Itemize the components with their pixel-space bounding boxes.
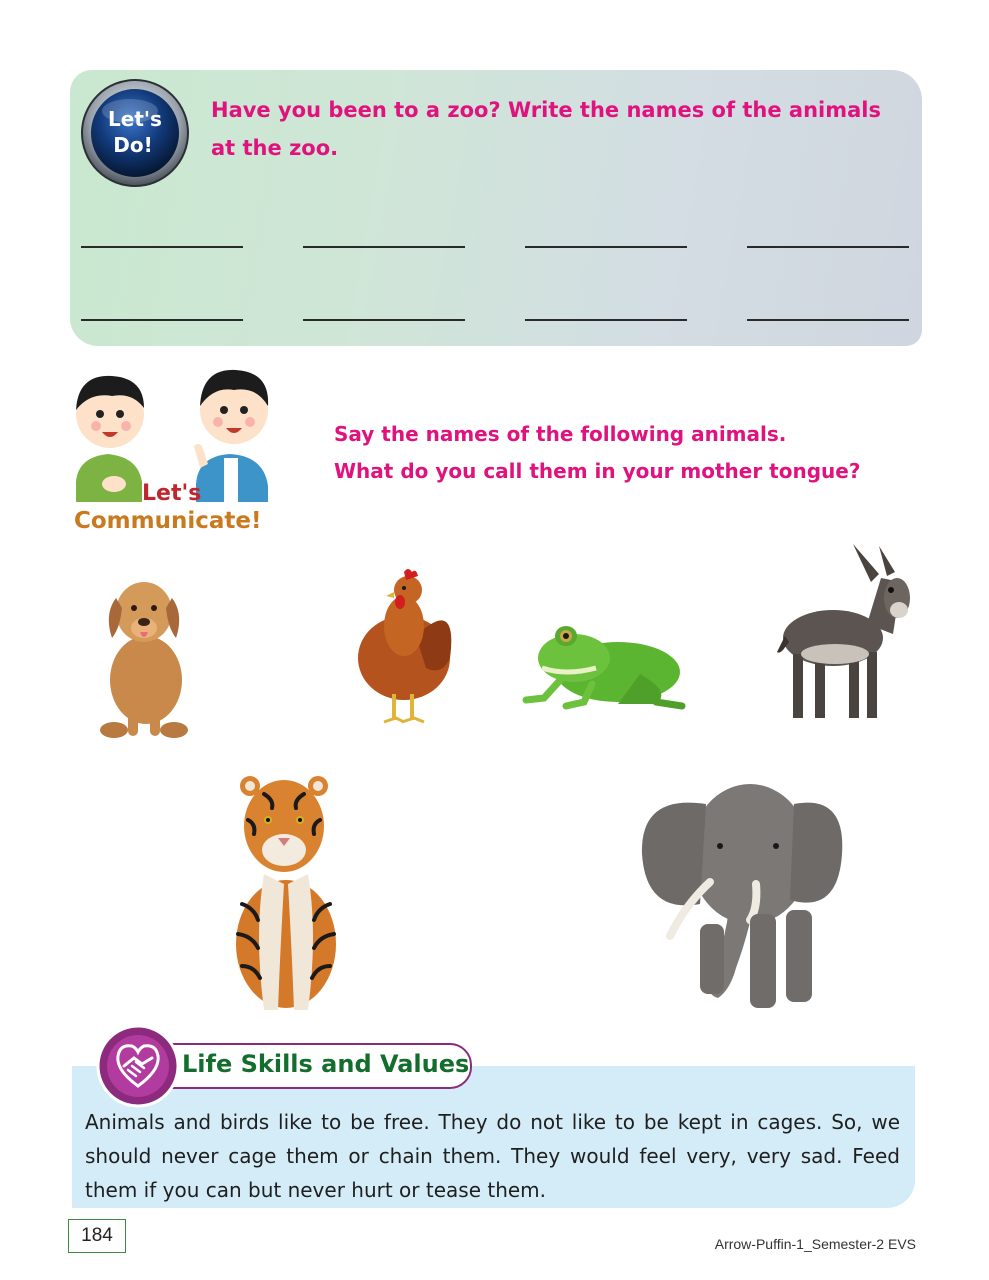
answer-blank[interactable] bbox=[303, 246, 465, 248]
page-number: 184 bbox=[68, 1219, 126, 1253]
boy-left-icon bbox=[76, 376, 144, 502]
answer-blank[interactable] bbox=[81, 246, 243, 248]
life-skills-text: Animals and birds like to be free. They do not like to be kept in cages. So, we should never cage them or chain them. They would feel very, very sad. Feed them if you can but never hurt or tease them. bbox=[85, 1110, 900, 1202]
life-skills-title: Life Skills and Values bbox=[182, 1050, 470, 1078]
lets-communicate-question bbox=[334, 416, 934, 490]
lets-communicate-badge-line2: Communicate! bbox=[74, 508, 262, 534]
answer-blank[interactable] bbox=[303, 319, 465, 321]
book-title: Arrow-Puffin-1_Semester-2 EVS bbox=[714, 1236, 916, 1252]
answer-blank[interactable] bbox=[81, 319, 243, 321]
lets-do-badge bbox=[80, 78, 190, 188]
elephant-image bbox=[640, 764, 846, 1016]
lets-do-badge-line2: Do! bbox=[113, 133, 153, 157]
heart-handshake-icon bbox=[96, 1024, 180, 1108]
answer-blank[interactable] bbox=[747, 319, 909, 321]
lets-communicate-illustration bbox=[68, 362, 278, 534]
frog-image bbox=[522, 614, 690, 710]
answer-blank[interactable] bbox=[747, 246, 909, 248]
tiger-image bbox=[224, 774, 342, 1014]
comm-question-line1: Say the names of the following animals. bbox=[334, 422, 787, 446]
comm-question-line2: What do you call them in your mother tongue? bbox=[334, 459, 861, 483]
answer-blank[interactable] bbox=[525, 319, 687, 321]
hen-image bbox=[346, 566, 460, 726]
lets-do-badge-line1: Let's bbox=[108, 107, 162, 131]
lets-communicate-badge-line1: Let's bbox=[142, 481, 202, 506]
boy-right-icon bbox=[194, 370, 268, 502]
dog-image bbox=[96, 568, 190, 740]
answer-blank[interactable] bbox=[525, 246, 687, 248]
lets-do-question: Have you been to a zoo? Write the names of the animals at the zoo. bbox=[211, 98, 882, 160]
donkey-image bbox=[775, 542, 911, 726]
